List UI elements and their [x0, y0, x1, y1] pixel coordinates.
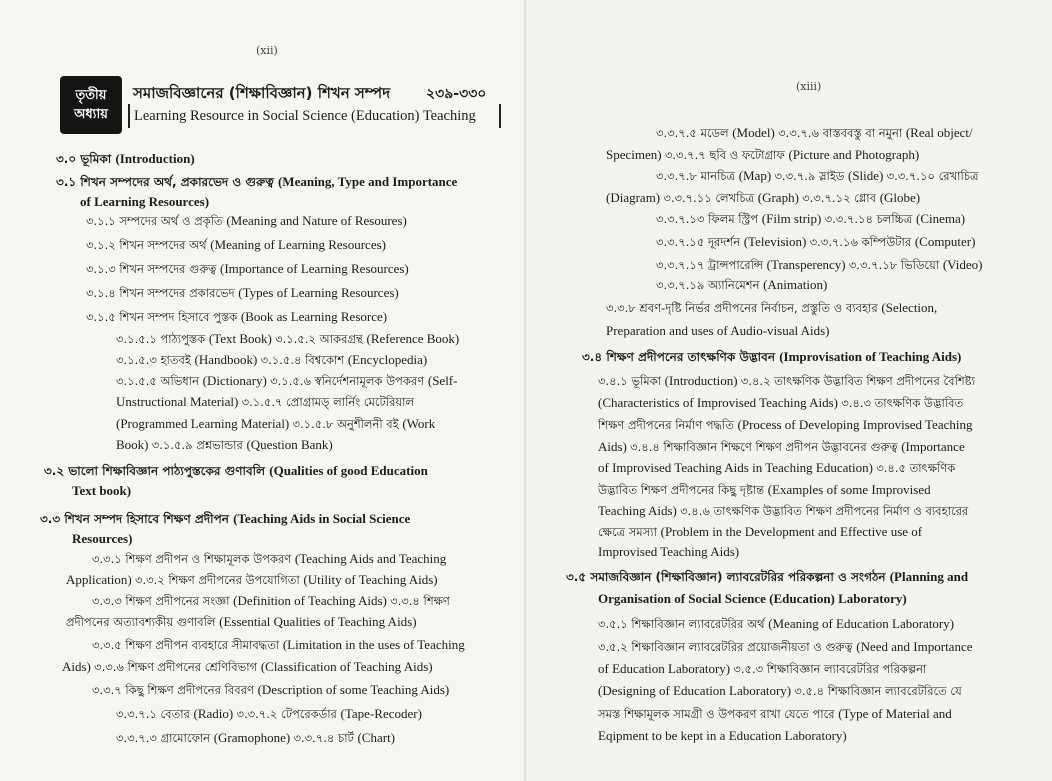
toc-english-text: Application) — [66, 572, 135, 587]
toc-heading — [56, 173, 457, 191]
toc-entry — [656, 256, 982, 274]
toc-bengali-text: ৩.৩.৭.১৩ ফিলম স্ট্রিপ — [656, 212, 762, 226]
toc-bengali-text: ৩.৫.২ শিক্ষাবিজ্ঞান ল্যাবরেটরির প্রয়োজনীয়তা ও গুরুত্ব — [598, 640, 857, 654]
toc-bengali-text: উদ্ভাবিত শিক্ষণ প্রদীপনের কিছু দৃষ্টান্ত — [598, 483, 768, 497]
toc-english-text: (Text Book) — [208, 331, 276, 346]
toc-bengali-text: ৩.৩.৭.১৯ অ্যানিমেশন — [656, 278, 764, 292]
page-number: (xii) — [256, 44, 278, 57]
toc-bengali-text: ৩.৫.১ শিক্ষাবিজ্ঞান ল্যাবরেটরির অর্থ — [598, 617, 769, 631]
toc-entry — [92, 550, 446, 568]
toc-bengali-text: ৩.৩.৫ শিক্ষণ প্রদীপন ব্যবহারে সীমাবদ্ধতা — [92, 638, 283, 652]
toc-heading — [72, 530, 132, 548]
toc-english-text: (Definition of Teaching Aids) — [233, 593, 391, 608]
toc-english-text: (Globe) — [879, 190, 921, 205]
toc-bengali-text: ৩.৩.৭.১০ রেখাচিত্র — [886, 169, 979, 183]
toc-english-text: (Limitation in the uses of Teaching — [282, 637, 465, 652]
toc-heading — [80, 193, 209, 211]
toc-english-text: (Computer) — [914, 234, 976, 249]
toc-entry — [598, 660, 926, 678]
toc-english-text: (Examples of some Improvised — [767, 482, 931, 497]
toc-bengali-text: ৩.৩.৭.১১ লেখচিত্র — [663, 191, 758, 205]
toc-entry — [86, 260, 409, 278]
toc-english-text: Book) — [116, 437, 152, 452]
toc-entry — [92, 592, 450, 610]
chapter-page-range: ২৩৯-৩৩০ — [426, 86, 487, 102]
toc-english-text: (Essential Qualities of Teaching Aids) — [219, 614, 417, 629]
toc-bengali-text: ৩.৩.২ শিক্ষণ প্রদীপনের উপযোগিতা — [134, 573, 304, 587]
toc-english-text: (Meaning and Nature of Resoures) — [226, 213, 407, 228]
toc-bengali-text: ৩.৪.৫ তাৎক্ষণিক — [876, 461, 956, 475]
toc-english-text: (Meaning, Type and Importance — [277, 174, 458, 189]
right-page — [526, 0, 1052, 781]
toc-entry — [598, 727, 847, 745]
toc-english-text: (Picture and Photograph) — [788, 147, 920, 162]
toc-bengali-text: ৩.৪.৬ তাৎক্ষণিক উদ্ভাবিত শিক্ষণ প্রদীপনের নির্মাণ ও ব্যবহারের — [680, 504, 969, 518]
toc-entry — [598, 416, 972, 434]
toc-bengali-text: ৩.৪.৩ তাৎক্ষণিক উদ্ভাবিত — [841, 396, 964, 410]
toc-english-text: (Transperency) — [766, 257, 849, 272]
toc-entry — [606, 299, 937, 317]
toc-bengali-text: প্রদীপনের অত্যাবশ্যকীয় গুণাবলি — [66, 615, 220, 629]
toc-entry — [116, 351, 427, 369]
toc-entry — [86, 284, 399, 302]
toc-heading — [582, 348, 961, 366]
toc-bengali-text: ৩.৩.৭.৩ গ্রামোফোন — [116, 731, 214, 745]
toc-bengali-text: ক্ষেত্রে সমস্যা — [598, 525, 661, 539]
toc-english-text: (Reference Book) — [366, 331, 460, 346]
toc-bengali-text: শিক্ষণ প্রদীপনের নির্মাণ পদ্ধতি — [598, 418, 738, 432]
toc-bengali-text: ৩.৩.৭.১৭ ট্রান্সপারেন্সি — [656, 258, 767, 272]
toc-english-text: (Television) — [743, 234, 810, 249]
toc-bengali-text: ৩.১.৫.৭ প্রোগ্রামড্ লার্নিং মেটেরিয়াল — [241, 395, 415, 409]
toc-english-text: (Characteristics of Improvised Teaching Aids) — [598, 395, 842, 410]
toc-entry — [116, 372, 457, 390]
toc-bengali-text: ৩.৩.৭.৭ ছবি ও ফটোগ্রাফ — [664, 148, 789, 162]
toc-bengali-text: ৩.৩.৭.১৬ কম্পিউটার — [809, 235, 915, 249]
toc-english-text: (Need and Importance — [856, 639, 973, 654]
toc-entry — [606, 189, 920, 207]
toc-entry — [598, 459, 955, 477]
toc-english-text: (Slide) — [848, 168, 887, 183]
toc-bengali-text: ৩.৫.৪ শিক্ষাবিজ্ঞান ল্যাবরেটরিতে যে — [794, 684, 962, 698]
toc-entry — [598, 372, 975, 390]
toc-bengali-text: ৩.৩.৭ কিছু শিক্ষণ প্রদীপনের বিবরণ — [92, 683, 258, 697]
toc-entry — [66, 613, 417, 631]
toc-english-text: (Introduction) — [115, 151, 195, 166]
toc-english-text: Eqipment to be kept in a Education Laboratory) — [598, 728, 847, 743]
toc-english-text: (Model) — [732, 125, 779, 140]
toc-bengali-text: ৩.৫.৩ শিক্ষাবিজ্ঞান ল্যাবরেটরির পরিকল্পনা — [733, 662, 927, 676]
toc-entry — [598, 543, 739, 561]
toc-english-text: (Tape-Recoder) — [340, 706, 422, 721]
toc-english-text: (Question Bank) — [246, 437, 333, 452]
toc-english-text: (Cinema) — [916, 211, 966, 226]
toc-bengali-text: ৩.১.৩ শিখন সম্পদের গুরুত্ব — [86, 262, 220, 276]
toc-bengali-text: ৩.১.৫.৪ বিশ্বকোশ — [260, 353, 348, 367]
toc-bengali-text: ৩.৩.৭.৮ মানচিত্র — [656, 169, 739, 183]
toc-english-text: (Types of Learning Resources) — [238, 285, 399, 300]
toc-english-text: (Film strip) — [761, 211, 825, 226]
toc-english-text: (Programmed Learning Material) — [116, 416, 293, 431]
toc-english-text: (Encyclopedia) — [347, 352, 428, 367]
toc-english-text: (Process of Developing Improvised Teaching — [737, 417, 973, 432]
toc-english-text: (Importance — [901, 439, 965, 454]
toc-bengali-text: ৩.৩.৭.৬ বাস্তববস্তু বা নমুনা — [778, 126, 906, 140]
toc-english-text: (Animation) — [763, 277, 828, 292]
toc-heading — [44, 462, 428, 480]
toc-english-text: (Dictionary) — [202, 373, 271, 388]
toc-bengali-text: ৩.৩ শিখন সম্পদ হিসাবে শিক্ষণ প্রদীপন — [40, 512, 234, 526]
toc-entry — [598, 523, 922, 541]
toc-english-text: (Meaning of Learning Resources) — [210, 237, 386, 252]
toc-bengali-text: ৩.১.৫.৫ অভিধান — [116, 374, 203, 388]
toc-english-text: Aids) — [598, 439, 631, 454]
toc-entry — [656, 124, 973, 142]
toc-english-text: (Handbook) — [194, 352, 261, 367]
toc-bengali-text: ৩.১ শিখন সম্পদের অর্থ, প্রকারভেদ ও গুরুত্ব — [56, 175, 278, 189]
toc-entry — [598, 481, 931, 499]
toc-entry — [598, 682, 962, 700]
toc-entry — [656, 276, 827, 294]
toc-entry — [66, 571, 438, 589]
toc-bengali-text: ৩.১.৫.৬ স্বনির্দেশনামূলক উপকরণ — [270, 374, 428, 388]
toc-bengali-text: ৩.১.৫.৮ অনুশীলনী বই — [292, 417, 403, 431]
toc-english-text: (Book as Learning Resorce) — [240, 309, 388, 324]
toc-entry — [116, 729, 395, 747]
toc-english-text: (Graph) — [757, 190, 803, 205]
toc-english-text: Specimen) — [606, 147, 665, 162]
toc-bengali-text: ৩.৩.৭.১ বেতার — [116, 707, 194, 721]
toc-english-text: of Improvised Teaching Aids in Teaching Education) — [598, 460, 877, 475]
toc-heading — [56, 150, 195, 168]
toc-heading — [72, 482, 131, 500]
toc-entry — [116, 705, 422, 723]
toc-entry — [598, 438, 965, 456]
toc-english-text: (Utility of Teaching Aids) — [303, 572, 438, 587]
toc-bengali-text: ৩.২ ভালো শিক্ষাবিজ্ঞান পাঠ্যপুস্তকের গুণাবলি — [44, 464, 270, 478]
toc-entry — [598, 638, 973, 656]
toc-bengali-text: ৩.৩.১ শিক্ষণ প্রদীপন ও শিক্ষামূলক উপকরণ — [92, 552, 295, 566]
toc-bengali-text: ৩.১.৫.৩ হাতবই — [116, 353, 195, 367]
toc-bengali-text: ৩.৪.২ তাৎক্ষণিক উদ্ভাবিত শিক্ষণ প্রদীপনের বৈশিষ্ট্য — [740, 374, 975, 388]
toc-bengali-text: সমস্ত শিক্ষামূলক সামগ্রী ও উপকরণ রাখা যেতে পারে — [598, 707, 839, 721]
toc-english-text: of Learning Resources) — [80, 194, 210, 209]
toc-english-text: (Selection, — [881, 300, 938, 315]
toc-heading — [598, 590, 907, 608]
toc-english-text: Aids) — [62, 659, 95, 674]
toc-entry — [606, 322, 830, 340]
toc-bengali-text: ৩.৪ শিক্ষণ প্রদীপনের তাৎক্ষণিক উদ্ভাবন — [582, 350, 780, 364]
toc-bengali-text: ৩.০ ভূমিকা — [56, 152, 116, 166]
toc-english-text: (Teaching Aids in Social Science — [233, 511, 411, 526]
toc-english-text: (Description of some Teaching Aids) — [257, 682, 450, 697]
toc-entry — [116, 436, 333, 454]
toc-bengali-text: ৩.৩.৭.১৫ দূরদর্শন — [656, 235, 744, 249]
toc-entry — [86, 236, 386, 254]
toc-heading — [566, 568, 968, 586]
chapter-subtitle: Learning Resource in Social Science (Education) Teaching — [128, 104, 501, 128]
toc-entry — [86, 308, 387, 326]
toc-heading — [40, 510, 410, 528]
toc-english-text: Improvised Teaching Aids) — [598, 544, 740, 559]
toc-entry — [116, 393, 414, 411]
toc-english-text: (Type of Material and — [838, 706, 952, 721]
toc-bengali-text: ৩.১.২ শিখন সম্পদের অর্থ — [86, 238, 211, 252]
toc-english-text: Text book) — [72, 483, 132, 498]
toc-entry — [86, 212, 407, 230]
toc-bengali-text: ৩.১.৫.৯ প্রশ্নভান্ডার — [151, 438, 247, 452]
toc-english-text: (Video) — [942, 257, 983, 272]
toc-entry — [656, 233, 975, 251]
toc-english-text: (Meaning of Education Laboratory) — [768, 616, 955, 631]
toc-english-text: Preparation and uses of Audio-visual Aids) — [606, 323, 830, 338]
toc-bengali-text: ৩.৪.১ ভূমিকা — [598, 374, 665, 388]
toc-bengali-text: ৩.৩.৩ শিক্ষণ প্রদীপনের সংজ্ঞা — [92, 594, 234, 608]
toc-entry — [598, 705, 952, 723]
toc-bengali-text: ৩.৩.৭.১৪ চলচ্চিত্র — [824, 212, 917, 226]
toc-english-text: Organisation of Social Science (Education) Laboratory) — [598, 591, 907, 606]
toc-bengali-text: ৩.৩.৭.১২ গ্লোব — [802, 191, 880, 205]
toc-english-text: (Diagram) — [606, 190, 664, 205]
toc-entry — [656, 210, 965, 228]
toc-bengali-text: ৩.৩.৭.৫ মডেল — [656, 126, 733, 140]
toc-entry — [598, 615, 954, 633]
toc-entry — [656, 167, 978, 185]
toc-english-text: (Work — [402, 416, 436, 431]
toc-bengali-text: ৩.৩.৬ শিক্ষণ প্রদীপনের শ্রেণিবিভাগ — [94, 660, 261, 674]
toc-english-text: (Real object/ — [905, 125, 973, 140]
toc-english-text: (Improvisation of Teaching Aids) — [779, 349, 962, 364]
page-number: (xiii) — [796, 80, 822, 93]
toc-english-text: Resources) — [72, 531, 133, 546]
toc-bengali-text: ৩.৫ সমাজবিজ্ঞান (শিক্ষাবিজ্ঞান) ল্যাবরেটরির পরিকল্পনা ও সংগঠন — [566, 570, 890, 584]
toc-bengali-text: ৩.৩.৪ শিক্ষণ — [390, 594, 450, 608]
toc-bengali-text: ৩.৩.৭.৯ স্লাইড — [774, 169, 848, 183]
toc-english-text: (Gramophone) — [213, 730, 294, 745]
toc-english-text: (Teaching Aids and Teaching — [294, 551, 447, 566]
toc-english-text: (Qualities of good Education — [269, 463, 428, 478]
toc-english-text: (Planning and — [889, 569, 969, 584]
toc-entry — [116, 415, 435, 433]
toc-english-text: (Self- — [427, 373, 458, 388]
toc-bengali-text: ৩.১.৫.২ আকরগ্রন্থ — [275, 332, 367, 346]
toc-english-text: (Chart) — [357, 730, 396, 745]
toc-english-text: Teaching Aids) — [598, 503, 681, 518]
toc-english-text: (Classification of Teaching Aids) — [260, 659, 433, 674]
toc-entry — [606, 146, 919, 164]
toc-english-text: Unstructional Material) — [116, 394, 242, 409]
toc-english-text: (Radio) — [193, 706, 237, 721]
toc-bengali-text: ৩.৪.৪ শিক্ষাবিজ্ঞান শিক্ষণে শিক্ষণ প্রদীপন উদ্ভাবনের গুরুত্ব — [630, 440, 902, 454]
toc-bengali-text: ৩.৩.৭.১৮ ভিডিয়ো — [848, 258, 943, 272]
toc-bengali-text: ৩.১.৫.১ পাঠ্যপুস্তক — [116, 332, 209, 346]
chapter-badge-line: অধ্যায় — [74, 107, 108, 122]
toc-english-text: (Importance of Learning Resources) — [219, 261, 409, 276]
toc-bengali-text: ৩.১.৪ শিখন সম্পদের প্রকারভেদ — [86, 286, 239, 300]
toc-entry — [598, 502, 968, 520]
toc-bengali-text: ৩.১.৫ শিখন সম্পদ হিসাবে পুস্তক — [86, 310, 241, 324]
chapter-badge — [60, 76, 122, 134]
toc-entry — [92, 636, 465, 654]
toc-english-text: (Problem in the Development and Effective use of — [660, 524, 923, 539]
toc-bengali-text: ৩.১.১ সম্পদের অর্থ ও প্রকৃতি — [86, 214, 227, 228]
toc-english-text: (Introduction) — [664, 373, 741, 388]
toc-bengali-text: ৩.৩.৭.৪ চার্ট — [293, 731, 358, 745]
toc-bengali-text: ৩.৩.৮ শ্রবণ-দৃষ্টি নির্ভর প্রদীপনের নির্বাচন, প্রস্তুতি ও ব্যবহার — [606, 301, 882, 315]
toc-entry — [598, 394, 963, 412]
toc-entry — [62, 658, 433, 676]
toc-entry — [92, 681, 449, 699]
toc-english-text: (Map) — [738, 168, 775, 183]
toc-english-text: (Designing of Education Laboratory) — [598, 683, 795, 698]
chapter-title: সমাজবিজ্ঞানের (শিক্ষাবিজ্ঞান) শিখন সম্পদ — [133, 84, 391, 102]
toc-english-text: of Education Laboratory) — [598, 661, 734, 676]
toc-entry — [116, 330, 459, 348]
chapter-badge-line: তৃতীয় — [75, 88, 107, 103]
toc-bengali-text: ৩.৩.৭.২ টেপরেকর্ডার — [236, 707, 341, 721]
